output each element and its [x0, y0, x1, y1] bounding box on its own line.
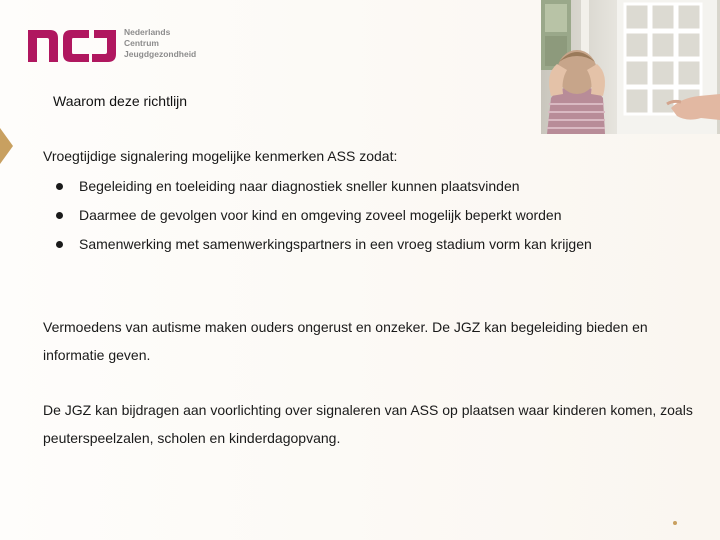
paragraph-parents: Vermoedens van autisme maken ouders ongerust en onzeker. De JGZ kan begeleiding bieden en informatie geven. — [43, 319, 648, 363]
ncj-logo — [28, 24, 196, 64]
child-covering-eyes-photo — [541, 0, 720, 134]
bullet-dot-icon — [56, 241, 63, 248]
bullet-text: Samenwerking met samenwerkingspartners in een vroeg stadium vorm kan krijgen — [79, 236, 592, 252]
bullet-dot-icon — [56, 183, 63, 190]
bullet-item — [52, 230, 672, 258]
slide-marker-triangle — [0, 128, 13, 164]
bullet-list — [52, 172, 672, 259]
logo-line-2: Centrum — [124, 38, 159, 48]
bullet-text: Daarmee de gevolgen voor kind en omgeving zoveel mogelijk beperkt worden — [79, 207, 562, 223]
bullet-item — [52, 201, 672, 229]
slide-title: Waarom deze richtlijn — [53, 93, 188, 109]
intro-text: Vroegtijdige signalering mogelijke kenmerken ASS zodat: — [43, 148, 398, 164]
bullet-item — [52, 172, 672, 200]
bullet-dot-icon — [56, 212, 63, 219]
logo-line-3: Jeugdgezondheid — [124, 49, 197, 59]
corner-dot-icon — [673, 521, 677, 525]
logo-line-1: Nederlands — [124, 27, 171, 37]
logo-wordmark — [124, 27, 196, 60]
bullet-text: Begeleiding en toeleiding naar diagnostiek sneller kunnen plaatsvinden — [79, 178, 520, 194]
paragraph-information: De JGZ kan bijdragen aan voorlichting over signaleren van ASS op plaatsen waar kinderen komen, zoals peuterspeelzalen, scholen en kinderdagopvang. — [43, 402, 693, 446]
ncj-logo-mark — [28, 24, 118, 64]
